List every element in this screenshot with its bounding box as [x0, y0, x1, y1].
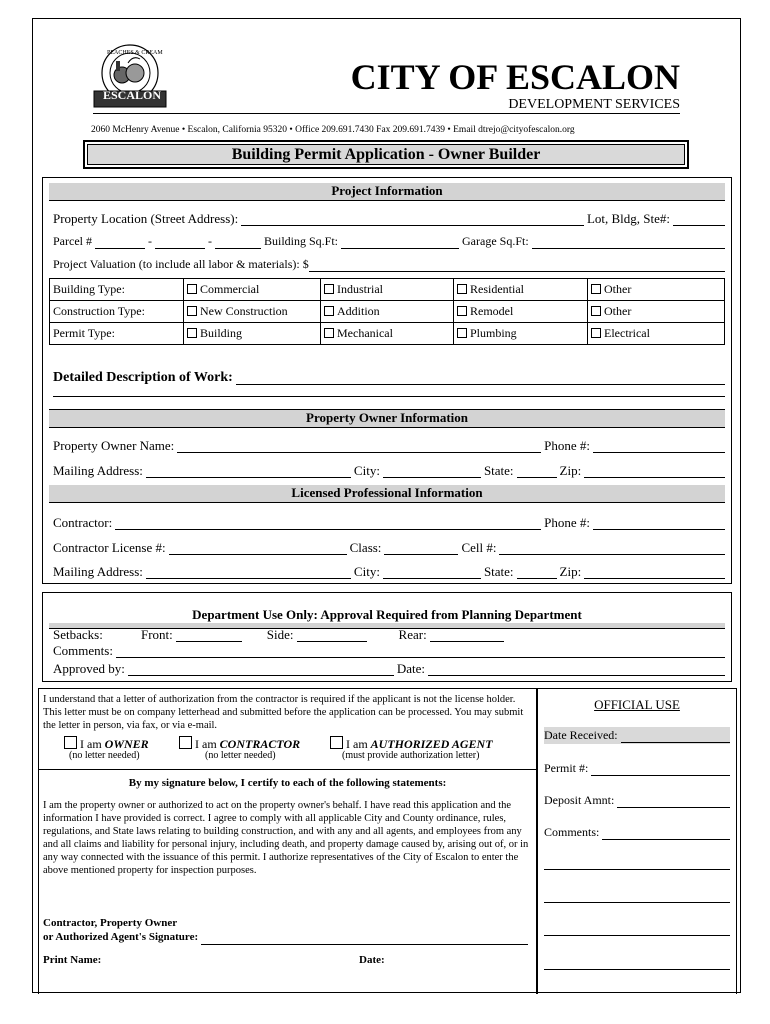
permit-form-page [32, 18, 741, 993]
building-type-row [50, 279, 725, 301]
building-sqft-field[interactable] [341, 236, 459, 249]
dept-use-heading: Department Use Only: Approval Required from Planning Department [49, 607, 725, 624]
checkbox[interactable] [457, 284, 467, 294]
license-label: Contractor License #: [53, 540, 166, 555]
parcel-dash: - [207, 234, 212, 248]
pro-city-label: City: [353, 564, 380, 579]
owner-name-label: Property Owner Name: [53, 438, 175, 453]
contact-line: 2060 McHenry Avenue • Escalon, California 95320 • Office 209.691.7430 Fax 209.691.7439 • Email dtrejo@cityofescalon.org [91, 125, 575, 135]
pro-city-field[interactable] [383, 566, 481, 579]
dept-comments-label: Comments: [53, 643, 113, 658]
approved-date-field[interactable] [428, 663, 725, 676]
owner-phone-label: Phone #: [544, 438, 590, 453]
owner-state-field[interactable] [517, 465, 557, 478]
date-received-label: Date Received: [544, 728, 618, 742]
owner-name-row [53, 438, 725, 453]
checkbox[interactable] [179, 736, 192, 749]
city-title: CITY OF ESCALON [350, 57, 680, 97]
license-field[interactable] [169, 542, 347, 555]
parcel-row [53, 234, 725, 249]
pro-address-row [53, 564, 725, 579]
owner-city-label: City: [353, 463, 380, 478]
building-type-label: Building Type: [50, 279, 184, 301]
official-comments-field[interactable] [602, 827, 730, 840]
parcel-field-2[interactable] [155, 236, 205, 249]
certify-text: I am the property owner or authorized to act on the property owner's behalf. I have read this application and the information I have provided is correct. I agree to comply with all applicable City and County ordinance, rules, regulations, and State laws relating to building construction, and with any and all agents, and employees from any and all claims and liability for personal injury, including death, and property damage caused by, arising out of, or in any way connected with the issuance of this permit. I authorize representatives of the City of Escalon to enter the above mentioned property for inspection purposes. [43, 800, 529, 876]
contractor-row [53, 515, 725, 530]
approved-by-field[interactable] [128, 663, 394, 676]
checkbox[interactable] [187, 328, 197, 338]
signature-field[interactable] [201, 932, 528, 945]
type-table [49, 278, 725, 345]
signature-date-label: Date: [359, 954, 385, 966]
construction-type-option[interactable]: New Construction [184, 301, 321, 323]
valuation-label: Project Valuation (to include all labor & materials): $ [53, 257, 309, 271]
checkbox[interactable] [324, 328, 334, 338]
class-label: Class: [349, 540, 382, 555]
cell-label: Cell #: [461, 540, 497, 555]
owner-name-field[interactable] [177, 440, 541, 453]
permit-type-label: Permit Type: [50, 323, 184, 345]
description-label: Detailed Description of Work: [53, 370, 233, 385]
contractor-phone-label: Phone #: [544, 515, 590, 530]
cell-field[interactable] [499, 542, 725, 555]
checkbox[interactable] [591, 328, 601, 338]
property-location-label: Property Location (Street Address): [53, 211, 239, 226]
signature-label-2: or Authorized Agent's Signature: [43, 931, 199, 943]
pro-mailing-field[interactable] [146, 566, 351, 579]
building-sqft-label: Building Sq.Ft: [263, 234, 339, 248]
official-comments-line[interactable] [544, 969, 730, 970]
permit-type-option[interactable]: Electrical [588, 323, 725, 345]
contractor-field[interactable] [115, 517, 541, 530]
owner-zip-label: Zip: [559, 463, 582, 478]
parcel-label: Parcel # [53, 234, 92, 248]
setbacks-row [53, 627, 507, 642]
checkbox[interactable] [591, 306, 601, 316]
garage-sqft-field[interactable] [532, 236, 725, 249]
building-type-option[interactable]: Other [588, 279, 725, 301]
owner-note: (no letter needed) [69, 750, 140, 761]
agent-option[interactable]: I am AUTHORIZED AGENT [330, 736, 493, 751]
agent-note: (must provide authorization letter) [342, 750, 480, 761]
checkbox[interactable] [591, 284, 601, 294]
side-label: Side: [266, 627, 294, 642]
permit-type-row [50, 323, 725, 345]
owner-mailing-field[interactable] [146, 465, 351, 478]
valuation-row [53, 257, 725, 272]
deposit-field[interactable] [617, 795, 730, 808]
contractor-label: Contractor: [53, 515, 113, 530]
building-type-option[interactable]: Industrial [321, 279, 454, 301]
authorization-text: I understand that a letter of authorization from the contractor is required if the applicant is not the license holder. This letter must be on company letterhead and submitted before the application can be processed. You may submit the letter in person, via fax, or via e-mail. [43, 694, 524, 731]
signature-label-1: Contractor, Property Owner [43, 917, 178, 929]
description-field-line-2[interactable] [53, 396, 725, 397]
lot-label: Lot, Bldg, Ste#: [586, 211, 670, 226]
pro-zip-label: Zip: [559, 564, 582, 579]
official-use-section [537, 688, 737, 994]
logo-wordmark: ESCALON [102, 88, 161, 102]
lot-field[interactable] [673, 213, 725, 226]
official-use-heading: OFFICIAL USE [594, 697, 680, 712]
checkbox[interactable] [324, 284, 334, 294]
pro-state-field[interactable] [517, 566, 557, 579]
pro-mailing-label: Mailing Address: [53, 564, 143, 579]
checkbox[interactable] [187, 306, 197, 316]
dept-comments-row [53, 643, 725, 658]
building-type-option[interactable]: Commercial [184, 279, 321, 301]
permit-number-label: Permit #: [544, 761, 589, 775]
rear-field[interactable] [430, 629, 504, 642]
owner-heading: Property Owner Information [49, 409, 725, 428]
pro-state-label: State: [483, 564, 514, 579]
checkbox[interactable] [64, 736, 77, 749]
setbacks-label: Setbacks: [53, 627, 103, 642]
dept-underline [173, 113, 680, 114]
divider [39, 769, 536, 770]
dept-comments-field[interactable] [116, 645, 725, 658]
certify-heading: By my signature below, I certify to each of the following statements: [128, 777, 447, 789]
owner-city-field[interactable] [383, 465, 481, 478]
form-title-box [83, 140, 689, 169]
checkbox[interactable] [457, 328, 467, 338]
description-field[interactable] [236, 372, 725, 385]
front-label: Front: [141, 627, 173, 642]
class-field[interactable] [384, 542, 458, 555]
permit-number-field[interactable] [591, 763, 730, 776]
checkbox[interactable] [457, 306, 467, 316]
parcel-dash: - [147, 234, 152, 248]
contractor-option[interactable]: I am CONTRACTOR [179, 736, 300, 751]
building-type-option[interactable]: Residential [454, 279, 588, 301]
checkbox[interactable] [187, 284, 197, 294]
construction-type-row [50, 301, 725, 323]
construction-type-option[interactable]: Addition [321, 301, 454, 323]
official-comments-line[interactable] [544, 902, 730, 903]
approved-by-label: Approved by: [53, 661, 125, 676]
front-field[interactable] [176, 629, 242, 642]
professional-heading: Licensed Professional Information [49, 485, 725, 503]
garage-sqft-label: Garage Sq.Ft: [462, 234, 529, 248]
print-name-label: Print Name: [43, 954, 102, 966]
authorization-section [38, 688, 537, 994]
logo-ring-text: PEACHES & CREAM [107, 50, 163, 56]
construction-type-label: Construction Type: [50, 301, 184, 323]
owner-address-row [53, 463, 725, 478]
approved-row [53, 661, 725, 676]
deposit-row [544, 793, 730, 808]
owner-mailing-label: Mailing Address: [53, 463, 143, 478]
construction-type-option[interactable]: Remodel [454, 301, 588, 323]
department-use-section [42, 592, 732, 682]
license-row [53, 540, 725, 555]
owner-phone-field[interactable] [593, 440, 725, 453]
deposit-label: Deposit Amnt: [544, 793, 615, 807]
construction-type-option[interactable]: Other [588, 301, 725, 323]
valuation-field[interactable] [309, 259, 725, 272]
parcel-field-3[interactable] [215, 236, 261, 249]
project-heading: Project Information [49, 183, 725, 201]
owner-option[interactable]: I am OWNER [64, 736, 149, 751]
department-name: DEVELOPMENT SERVICES [508, 97, 680, 112]
rear-label: Rear: [398, 627, 427, 642]
side-field[interactable] [297, 629, 367, 642]
property-location-row [53, 211, 725, 226]
checkbox[interactable] [330, 736, 343, 749]
checkbox[interactable] [324, 306, 334, 316]
owner-zip-field[interactable] [584, 465, 725, 478]
approved-date-label: Date: [396, 661, 426, 676]
parcel-field-1[interactable] [95, 236, 145, 249]
official-comments-label: Comments: [544, 825, 600, 839]
property-location-field[interactable] [241, 213, 584, 226]
contractor-note: (no letter needed) [205, 750, 276, 761]
applicant-section [42, 177, 732, 584]
permit-type-option[interactable]: Mechanical [321, 323, 454, 345]
date-received-field[interactable] [621, 730, 730, 743]
official-comments-line[interactable] [544, 935, 730, 936]
official-comments-line[interactable] [544, 869, 730, 870]
date-received-row [544, 727, 730, 744]
form-title: Building Permit Application - Owner Builder [87, 144, 685, 165]
owner-state-label: State: [483, 463, 514, 478]
contractor-phone-field[interactable] [593, 517, 725, 530]
permit-type-option[interactable]: Plumbing [454, 323, 588, 345]
pro-zip-field[interactable] [584, 566, 725, 579]
permit-type-option[interactable]: Building [184, 323, 321, 345]
signature-row [43, 930, 528, 945]
description-row [53, 370, 725, 385]
official-comments-row [544, 825, 730, 840]
permit-number-row [544, 761, 730, 776]
